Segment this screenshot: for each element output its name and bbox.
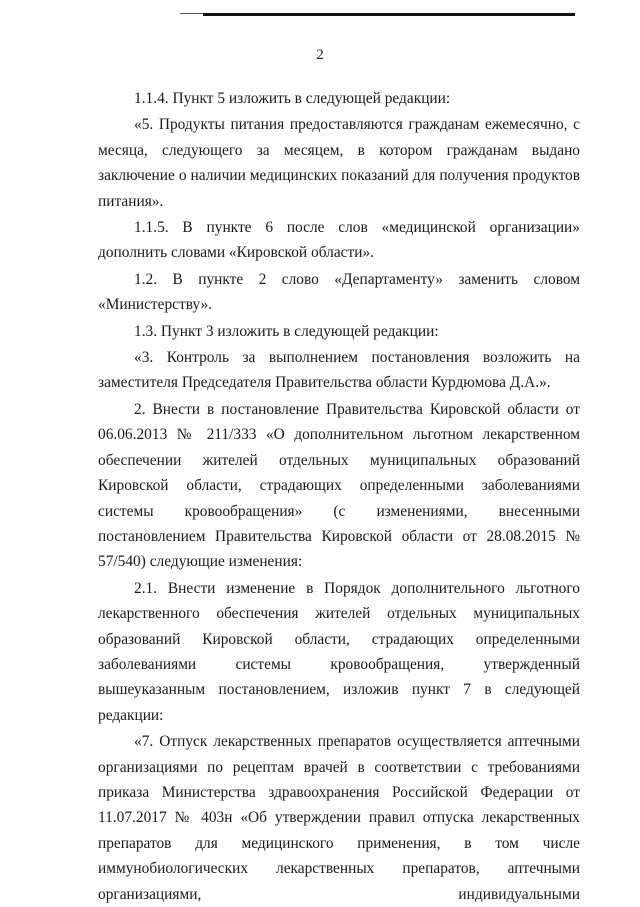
paragraph-1-2: 1.2. В пункте 2 слово «Департаменту» заменить словом «Министерству». — [98, 270, 580, 314]
paragraph-2-1: 2.1. Внести изменение в Порядок дополнительного льготного лекарственного обеспечения жителей отдельных муниципальных образований Кировской области, страдающих определенными заболеваниями системы кровообращения, утвержденный вышеуказанным постановлением, изложив пункт 7 в следующей редакции: — [98, 579, 580, 724]
document-body — [98, 86, 580, 907]
paragraph-item-7: «7. Отпуск лекарственных препаратов осуществляется аптечными организациями по рецептам врачей в соответствии с требованиями приказа Министерства здравоохранения Российской Федерации от 11.07.2017 № 403н «Об утверждении правил отпуска лекарственных препаратов для медицинского применения, в том числе иммунобиологических лекарственных препаратов, аптечными организациями, индивидуальными — [98, 733, 580, 903]
paragraph-1-1-4: 1.1.4. Пункт 5 изложить в следующей редакции: — [134, 90, 451, 107]
paragraph-2: 2. Внести в постановление Правительства Кировской области от 06.06.2013 № 211/333 «О дополнительном льготном лекарственном обеспечении жителей отдельных муниципальных образований Кировской области, страдающих определенными заболеваниями системы кровообращения» (с изменениями, внесенными постановлением Правительства Кировской области от 28.08.2015 № 57/540) следующие изменения: — [98, 400, 580, 571]
paragraph-1-3: 1.3. Пункт 3 изложить в следующей редакции: — [134, 322, 439, 340]
paragraph-item-5: «5. Продукты питания предоставляются гражданам ежемесячно, с месяца, следующего за месяцем, в котором гражданам выдано заключение о наличии медицинских показаний для получения продуктов питания». — [98, 116, 580, 210]
paragraph-item-3: «3. Контроль за выполнением постановления возложить на заместителя Председателя Правительства области Курдюмова Д.А.». — [98, 349, 580, 392]
scan-artifact-line — [203, 13, 575, 16]
page-number: 2 — [316, 47, 324, 63]
paragraph-1-1-5: 1.1.5. В пункте 6 после слов «медицинской организации» дополнить словами «Кировской области». — [98, 219, 580, 262]
